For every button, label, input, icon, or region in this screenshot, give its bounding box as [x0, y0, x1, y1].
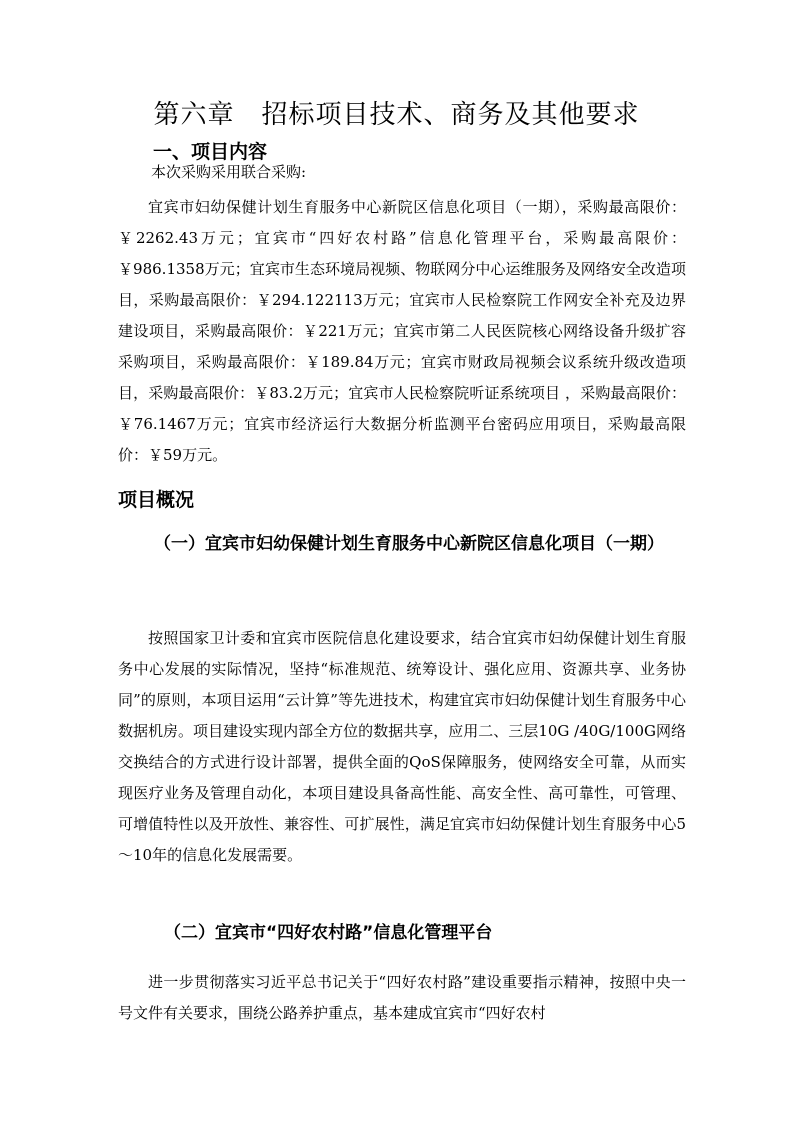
- section-intro: 本次采购采用联合采购:: [151, 163, 307, 181]
- subsection-heading-1: （一）宜宾市妇幼保健计划生育服务中心新院区信息化项目（一期）: [154, 534, 664, 554]
- subsection-heading-2: （二）宜宾市“四好农村路”信息化管理平台: [164, 923, 493, 943]
- subsection-body-2: 进一步贯彻落实习近平总书记关于“四好农村路”建设重要指示精神，按照中央一号文件有关要求，围绕公路养护重点，基本建成宜宾市“四好农村: [118, 973, 686, 1022]
- section-heading-project-content: 一、项目内容: [153, 141, 268, 163]
- section-heading-overview: 项目概况: [118, 489, 195, 511]
- subsection-body-1: 按照国家卫计委和宜宾市医院信息化建设要求，结合宜宾市妇幼保健计划生育服务中心发展的实际情况，坚持“标准规范、统筹设计、强化应用、资源共享、业务协同”的原则，本项目运用“云计算”等先进技术，构建宜宾市妇幼保健计划生育服务中心数据机房。项目建设实现内部全方位的数据共享，应用二、三层10G /40G/100G网络交换结合的方式进行设计部署，提供全面的QoS保障服务，使网络安全可靠，从而实现医疗业务及管理自动化，本项目建设具备高性能、高安全性、高可靠性，可管理、可增值特性以及开放性、兼容性、可扩展性，满足宜宾市妇幼保健计划生育服务中心5～10年的信息化发展需要。: [118, 629, 686, 864]
- chapter-title: 第六章 招标项目技术、商务及其他要求: [153, 100, 640, 130]
- section-body-paragraph: 宜宾市妇幼保健计划生育服务中心新院区信息化项目（一期），采购最高限价：￥2262.43万元；宜宾市“四好农村路”信息化管理平台，采购最高限价：￥986.1358万元；宜宾市生态环境局视频、物联网分中心运维服务及网络安全改造项目，采购最高限价：￥294.122113万元；宜宾市人民检察院工作网安全补充及边界建设项目，采购最高限价：￥221万元；宜宾市第二人民医院核心网络设备升级扩容采购项目，采购最高限价：￥189.84万元；宜宾市财政局视频会议系统升级改造项目，采购最高限价：￥83.2万元；宜宾市人民检察院听证系统项目 ，采购最高限价：￥76.1467万元；宜宾市经济运行大数据分析监测平台密码应用项目，采购最高限价：￥59万元。: [118, 198, 686, 464]
